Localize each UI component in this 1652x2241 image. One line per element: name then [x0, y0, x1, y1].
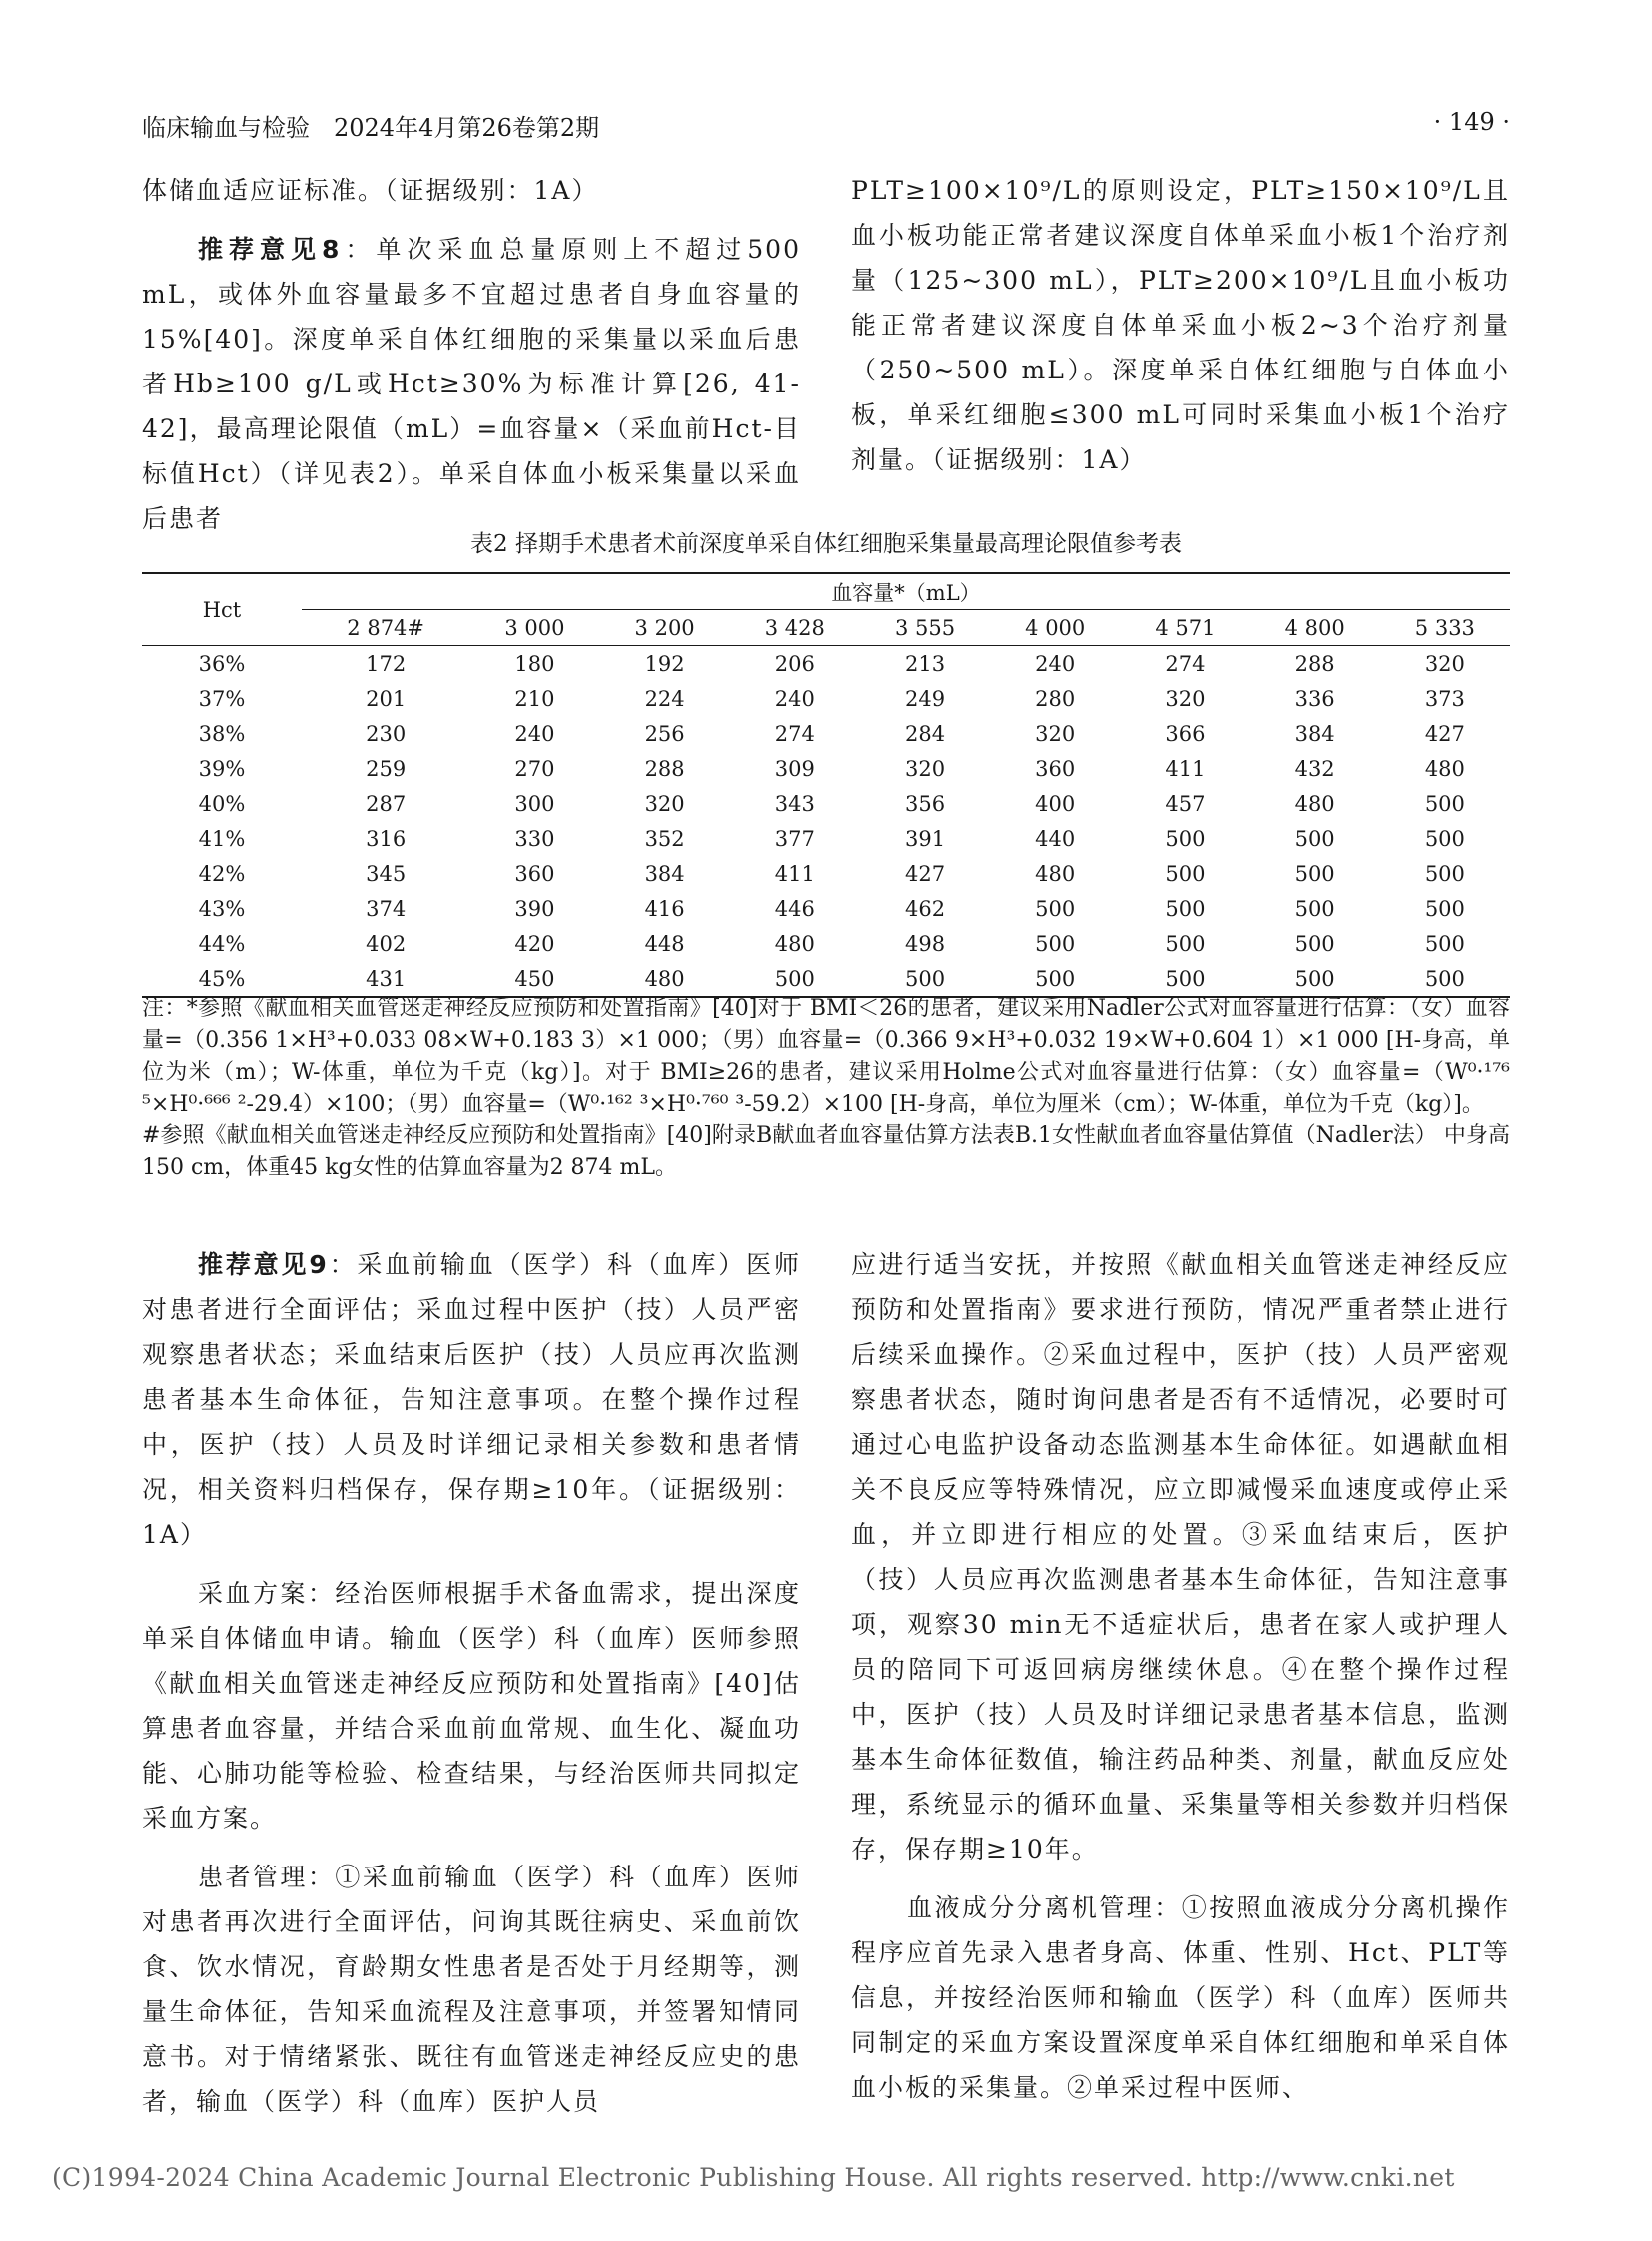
column-header: 4 800 — [1250, 610, 1380, 646]
table-cell: 274 — [774, 721, 815, 746]
table-cell: 402 — [366, 931, 407, 956]
table-row — [142, 891, 1510, 926]
table-row — [142, 681, 1510, 716]
hct-cell: 41% — [198, 826, 246, 851]
table-cell: 448 — [644, 931, 685, 956]
table-caption: 表2 择期手术患者术前深度单采自体红细胞采集量最高理论限值参考表 — [470, 531, 1182, 557]
hct-cell: 40% — [198, 791, 246, 816]
table-cell: 172 — [366, 651, 407, 676]
note-1: 注：*参照《献血相关血管迷走神经反应预防和处置指南》[40]对于 BMI＜26的患者，建议采用Nadler公式对血容量进行估算：（女）血容量=（0.356 1×H³+0.033 08×W+0.183 3）×1 000；（男）血容量=（0.366 9×H³+0.032 19×W+0.604 1）×1 000 [H-身高，单位为米（m）；W-体重，单位为千克（kg）]。对于 BMI≥26的患者，建议采用Holme公式对血容量进行估算：（女）血容量=（W⁰·¹⁷⁶ ⁵×H⁰·⁶⁶⁶ ²-29.4）×100；（男）血容量=（W⁰·¹⁶² ³×H⁰·⁷⁶⁰ ³-59.2）×100 [H-身高，单位为厘米（cm）；W-体重，单位为千克（kg）]。 — [142, 996, 1510, 1117]
table-cell: 500 — [1424, 896, 1465, 921]
table-cell: 411 — [774, 861, 815, 886]
table-cell: 500 — [1165, 861, 1206, 886]
table-cell: 345 — [366, 861, 407, 886]
paragraph: 应进行适当安抚，并按照《献血相关血管迷走神经反应预防和处置指南》要求进行预防，情况严重者禁止进行后续采血操作。②采血过程中，医护（技）人员严密观察患者状态，随时询问患者是否有不适情况，必要时可通过心电监护设备动态监测基本生命体征。如遇献血相关不良反应等特殊情况，应立即减慢采血速度或停止采血，并立即进行相应的处置。③采血结束后，医护（技）人员应再次监测患者基本生命体征，告知注意事项，观察30 min无不适症状后，患者在家人或护理人员的陪同下可返回病房继续休息。④在整个操作过程中，医护（技）人员及时详细记录患者基本信息，监测基本生命体征数值，输注药品种类、剂量，献血反应处理，系统显示的循环血量、采集量等相关参数并归档保存，保存期≥10年。 — [851, 1250, 1510, 1864]
data-table — [142, 572, 1510, 998]
paragraph: 患者管理：①采血前输血（医学）科（血库）医师对患者再次进行全面评估，问询其既往病史、采血前饮食、饮水情况，育龄期女性患者是否处于月经期等，测量生命体征，告知采血流程及注意事项，并签署知情同意书。对于情绪紧张、既往有血管迷走神经反应史的患者，输血（医学）科（血库）医护人员 — [142, 1863, 801, 2116]
table-cell: 256 — [644, 721, 685, 746]
table-cell: 480 — [1424, 756, 1465, 781]
table-row — [142, 821, 1510, 856]
group-header: 血容量*（mL） — [302, 573, 1510, 610]
table-cell: 480 — [774, 931, 815, 956]
table-cell: 500 — [1165, 826, 1206, 851]
table-cell: 240 — [774, 686, 815, 711]
recommendation-label: 推荐意见8 — [198, 235, 342, 264]
table-cell: 213 — [904, 651, 946, 676]
table-cell: 284 — [904, 721, 946, 746]
table-cell: 427 — [1424, 721, 1465, 746]
recommendation-8 — [142, 227, 801, 541]
table-cell: 180 — [514, 651, 555, 676]
table-row — [142, 716, 1510, 751]
table-cell: 343 — [774, 791, 815, 816]
column-header: 2 874# — [302, 610, 469, 646]
table-cell: 500 — [1380, 961, 1510, 997]
paragraph: 体储血适应证标准。（证据级别：1A） — [142, 176, 599, 205]
table-cell: 500 — [1424, 861, 1465, 886]
table-cell: 201 — [366, 686, 407, 711]
table-cell: 416 — [644, 896, 685, 921]
table-cell: 427 — [904, 861, 946, 886]
table-cell: 450 — [469, 961, 599, 997]
table-cell: 352 — [644, 826, 685, 851]
table-cell: 320 — [644, 791, 685, 816]
table-cell: 309 — [774, 756, 815, 781]
table-cell: 288 — [644, 756, 685, 781]
bottom-left-column — [142, 1242, 801, 2124]
column-header: 3 428 — [730, 610, 860, 646]
table-cell: 373 — [1424, 686, 1465, 711]
table-cell: 224 — [644, 686, 685, 711]
table-cell: 462 — [904, 896, 946, 921]
table-cell: 500 — [860, 961, 990, 997]
column-header: 3 200 — [600, 610, 730, 646]
table-cell: 431 — [302, 961, 469, 997]
recommendation-text: ：单次采血总量原则上不超过500 mL，或体外血容量最多不宜超过患者自身血容量的15%[40]。深度单采自体红细胞的采集量以采血后患者Hb≥100 g/L或Hct≥30%为标准计算[26, 41-42]，最高理论限值（mL）=血容量×（采血前Hct-目标值Hct）（详见表2）。单采自体血小板采集量以采血后患者 — [142, 235, 801, 533]
table-cell: 500 — [1294, 931, 1335, 956]
table-cell: 480 — [1035, 861, 1076, 886]
running-header — [142, 108, 1510, 148]
table-cell: 500 — [1294, 826, 1335, 851]
copyright-footer: (C)1994-2024 China Academic Journal Electronic Publishing House. All rights reserved. http://www.cnki.net — [52, 2163, 1455, 2192]
table-cell: 300 — [514, 791, 555, 816]
hct-cell: 43% — [198, 896, 246, 921]
table-cell: 500 — [1294, 861, 1335, 886]
table-cell: 320 — [1035, 721, 1076, 746]
table-cell: 360 — [1035, 756, 1076, 781]
table-cell: 500 — [1165, 896, 1206, 921]
top-left-column — [142, 168, 801, 541]
table-cell: 420 — [514, 931, 555, 956]
table-cell: 500 — [1120, 961, 1249, 997]
table-cell: 192 — [644, 651, 685, 676]
table-cell: 336 — [1294, 686, 1335, 711]
recommendation-label: 推荐意见9 — [198, 1250, 329, 1279]
paragraph: PLT≥100×10⁹/L的原则设定，PLT≥150×10⁹/L且血小板功能正常者建议深度自体单采血小板1个治疗剂量（125~300 mL），PLT≥200×10⁹/L且血小板功能正常者建议深度自体单采血小板2~3个治疗剂量（250~500 mL）。深度单采自体红细胞与自体血小板，单采红细胞≤300 mL可同时采集血小板1个治疗剂量。（证据级别：1A） — [851, 176, 1510, 474]
column-header: 4 571 — [1120, 610, 1249, 646]
table-cell: 360 — [514, 861, 555, 886]
hct-cell: 36% — [198, 651, 246, 676]
note-2: #参照《献血相关血管迷走神经反应预防和处置指南》[40]附录B献血者血容量估算方法表B.1女性献血者血容量估算值（Nadler法） 中身高150 cm，体重45 kg女性的估算血容量为2 874 mL。 — [142, 1123, 1510, 1180]
table-2 — [142, 525, 1510, 998]
table-cell: 500 — [1424, 791, 1465, 816]
table-notes — [142, 993, 1510, 1184]
column-header: 4 000 — [990, 610, 1120, 646]
table-cell: 500 — [1035, 896, 1076, 921]
table-cell: 280 — [1035, 686, 1076, 711]
table-cell: 356 — [904, 791, 946, 816]
hct-cell: 37% — [198, 686, 246, 711]
table-cell: 210 — [514, 686, 555, 711]
table-row — [142, 856, 1510, 891]
table-cell: 498 — [904, 931, 946, 956]
table-cell: 377 — [774, 826, 815, 851]
table-cell: 500 — [730, 961, 860, 997]
table-cell: 500 — [1250, 961, 1380, 997]
table-row — [142, 751, 1510, 786]
top-right-column — [851, 168, 1510, 482]
table-cell: 287 — [366, 791, 407, 816]
table-cell: 274 — [1165, 651, 1206, 676]
table-cell: 391 — [904, 826, 946, 851]
table-cell: 500 — [1035, 931, 1076, 956]
table-cell: 500 — [990, 961, 1120, 997]
table-cell: 446 — [774, 896, 815, 921]
hct-cell: 42% — [198, 861, 246, 886]
paragraph: 血液成分分离机管理：①按照血液成分分离机操作程序应首先录入患者身高、体重、性别、Hct、PLT等信息，并按经治医师和输血（医学）科（血库）医师共同制定的采血方案设置深度单采自体红细胞和单采自体血小板的采集量。②单采过程中医师、 — [851, 1893, 1510, 2102]
recommendation-text: ：采血前输血（医学）科（血库）医师对患者进行全面评估；采血过程中医护（技）人员严密观察患者状态；采血结束后医护（技）人员应再次监测患者基本生命体征，告知注意事项。在整个操作过程中，医护（技）人员及时详细记录相关参数和患者情况，相关资料归档保存，保存期≥10年。（证据级别：1A） — [142, 1250, 801, 1549]
column-header: 3 555 — [860, 610, 990, 646]
hct-cell: 39% — [198, 756, 246, 781]
table-row — [142, 961, 1510, 997]
table-cell: 270 — [514, 756, 555, 781]
table-cell: 249 — [904, 686, 946, 711]
table-cell: 320 — [1165, 686, 1206, 711]
table-cell: 374 — [366, 896, 407, 921]
table-cell: 432 — [1294, 756, 1335, 781]
table-cell: 330 — [514, 826, 555, 851]
table-cell: 500 — [1424, 931, 1465, 956]
table-cell: 411 — [1165, 756, 1206, 781]
table-cell: 366 — [1165, 721, 1206, 746]
hct-cell: 44% — [198, 931, 246, 956]
table-cell: 288 — [1294, 651, 1335, 676]
table-cell: 259 — [366, 756, 407, 781]
column-header: 5 333 — [1380, 610, 1510, 646]
bottom-right-column — [851, 1242, 1510, 2110]
table-cell: 500 — [1165, 931, 1206, 956]
table-cell: 457 — [1165, 791, 1206, 816]
journal-title: 临床输血与检验 2024年4月第26卷第2期 — [142, 114, 600, 142]
table-cell: 240 — [514, 721, 555, 746]
table-cell: 384 — [644, 861, 685, 886]
table-cell: 320 — [1424, 651, 1465, 676]
page-number: · 149 · — [1433, 108, 1510, 136]
table-cell: 240 — [1035, 651, 1076, 676]
table-row — [142, 786, 1510, 821]
table-cell: 206 — [774, 651, 815, 676]
column-header: 3 000 — [469, 610, 599, 646]
table-cell: 384 — [1294, 721, 1335, 746]
table-row — [142, 926, 1510, 961]
row-header: Hct — [142, 573, 302, 646]
table-cell: 480 — [600, 961, 730, 997]
hct-cell: 38% — [198, 721, 246, 746]
table-cell: 230 — [366, 721, 407, 746]
table-cell: 480 — [1294, 791, 1335, 816]
table-cell: 316 — [366, 826, 407, 851]
table-cell: 500 — [1294, 896, 1335, 921]
table-cell: 500 — [1424, 826, 1465, 851]
table-cell: 390 — [514, 896, 555, 921]
table-cell: 440 — [1035, 826, 1076, 851]
paragraph: 采血方案：经治医师根据手术备血需求，提出深度单采自体储血申请。输血（医学）科（血库）医师参照《献血相关血管迷走神经反应预防和处置指南》[40]估算患者血容量，并结合采血前血常规、血生化、凝血功能、心肺功能等检验、检查结果，与经治医师共同拟定采血方案。 — [142, 1579, 801, 1833]
recommendation-9 — [142, 1242, 801, 1557]
table-row — [142, 646, 1510, 682]
hct-cell: 45% — [142, 961, 302, 997]
table-cell: 400 — [1035, 791, 1076, 816]
table-cell: 320 — [904, 756, 946, 781]
